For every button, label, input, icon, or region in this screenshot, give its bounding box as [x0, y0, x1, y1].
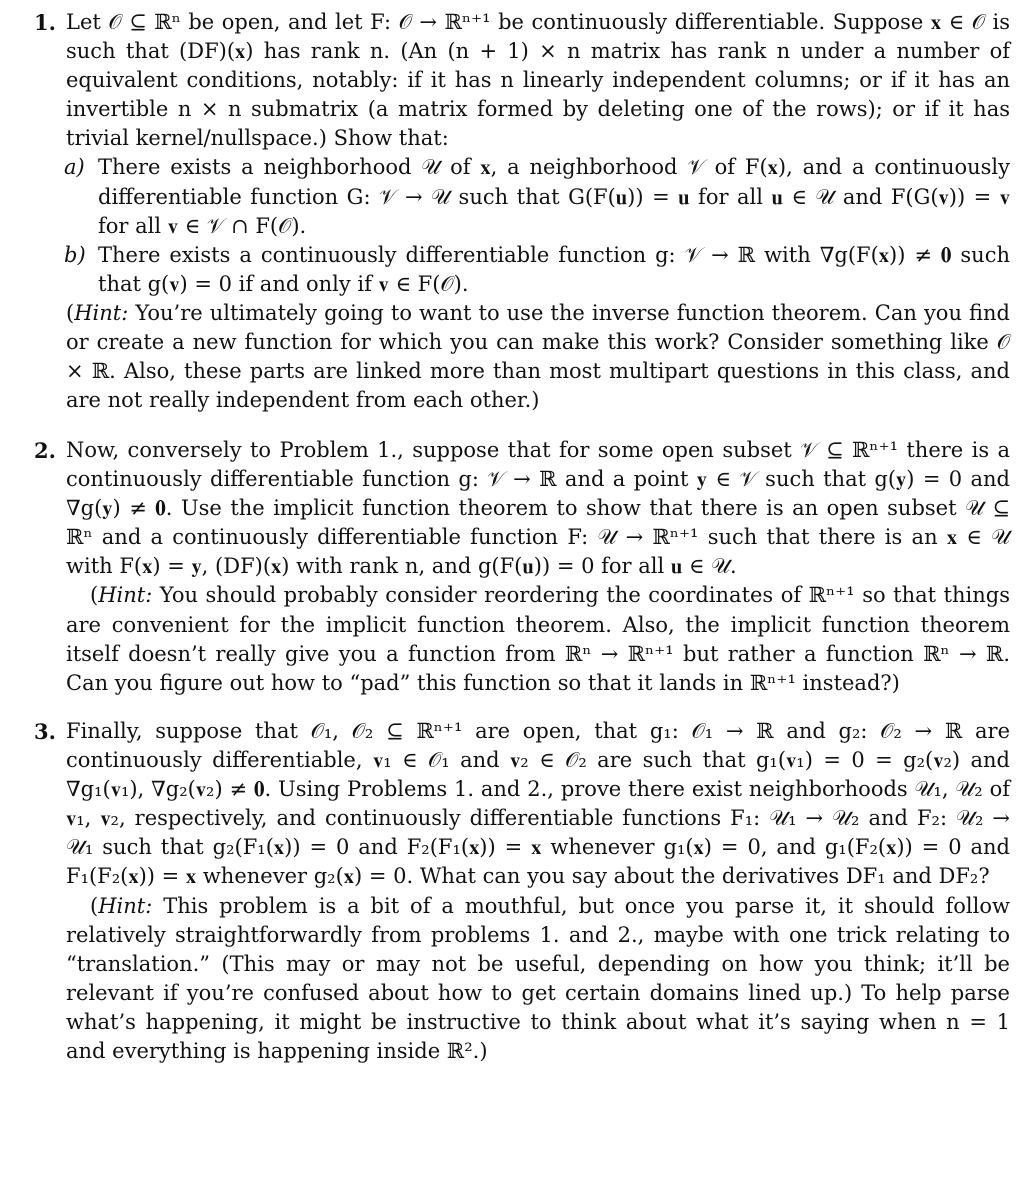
- problem-statement: Finally, suppose that 𝒪₁, 𝒪₂ ⊆ ℝⁿ⁺¹ are open, that g₁: 𝒪₁ → ℝ and g₂: 𝒪₂ → ℝ are continuously differentiable, 𝐯₁ ∈ 𝒪₁ and 𝐯₂ ∈ 𝒪₂ are such that g₁(𝐯₁) = 0 = g₂(𝐯₂) and ∇g₁(𝐯₁), ∇g₂(𝐯₂) ≠ 𝟎. Using Problems 1. and 2., prove there exist neighborhoods 𝒰₁, 𝒰₂ of 𝐯₁, 𝐯₂, respectively, and continuously differentiable functions F₁: 𝒰₁ → 𝒰₂ and F₂: 𝒰₂ → 𝒰₁ such that g₂(F₁(𝐱)) = 0 and F₂(F₁(𝐱)) = 𝐱 whenever g₁(𝐱) = 0, and g₁(F₂(𝐱)) = 0 and F₁(F₂(𝐱)) = 𝐱 whenever g₂(𝐱) = 0. What can you say about the derivatives DF₁ and DF₂?: [66, 719, 1010, 889]
- problem-1: [34, 8, 1010, 415]
- problem-number: 2.: [34, 438, 56, 463]
- hint-text: You’re ultimately going to want to use the inverse function theorem. Can you find or create a new function for which you can make this work? Consider something like 𝒪 × ℝ. Also, these parts are linked more than most multipart questions in this class, and are not really independent from each other.): [66, 300, 1010, 413]
- hint-label: Hint:: [98, 893, 153, 918]
- part-text: There exists a neighborhood 𝒰 of 𝐱, a neighborhood 𝒱 of F(𝐱), and a continuously differentiable function G: 𝒱 → 𝒰 such that G(F(𝐮)) = 𝐮 for all 𝐮 ∈ 𝒰 and F(G(𝐯)) = 𝐯 for all 𝐯 ∈ 𝒱 ∩ F(𝒪).: [98, 155, 1010, 238]
- part-a: [64, 153, 1010, 240]
- hint-text: This problem is a bit of a mouthful, but once you parse it, it should follow relatively straightforwardly from problems 1. and 2., maybe with one trick relating to “translation.” (This may or may not be useful, depending on how you think; it’ll be relevant if you’re confused about how to get certain domains lined up.) To help parse what’s happening, it might be instructive to think about what it’s saying when n = 1 and everything is happening inside ℝ².): [66, 893, 1010, 1064]
- part-label: b): [64, 242, 86, 267]
- problem-statement: Now, conversely to Problem 1., suppose that for some open subset 𝒱 ⊆ ℝⁿ⁺¹ there is a continuously differentiable function g: 𝒱 → ℝ and a point 𝐲 ∈ 𝒱 such that g(𝐲) = 0 and ∇g(𝐲) ≠ 𝟎. Use the implicit function theorem to show that there is an open subset 𝒰 ⊆ ℝⁿ and a continuously differentiable function F: 𝒰 → ℝⁿ⁺¹ such that there is an 𝐱 ∈ 𝒰 with F(𝐱) = 𝐲, (DF)(𝐱) with rank n, and g(F(𝐮)) = 0 for all 𝐮 ∈ 𝒰.: [66, 438, 1010, 579]
- hint: (Hint: This problem is a bit of a mouthful, but once you parse it, it should follow relatively straightforwardly from problems 1. and 2., maybe with one trick relating to “translation.” (This may or may not be useful, depending on how you think; it’ll be relevant if you’re confused about how to get certain domains lined up.) To help parse what’s happening, it might be instructive to think about what it’s saying when n = 1 and everything is happening inside ℝ².): [66, 893, 1010, 1064]
- part-label: a): [64, 155, 85, 180]
- hint-label: Hint:: [98, 583, 153, 608]
- part-text: There exists a continuously differentiable function g: 𝒱 → ℝ with ∇g(F(𝐱)) ≠ 𝟎 such that g(𝐯) = 0 if and only if 𝐯 ∈ F(𝒪).: [98, 242, 1010, 296]
- problem-3: [34, 717, 1010, 1066]
- part-b: [64, 241, 1010, 299]
- problem-number: 1.: [34, 10, 56, 35]
- problem-statement: Let 𝒪 ⊆ ℝⁿ be open, and let F: 𝒪 → ℝⁿ⁺¹ be continuously differentiable. Suppose 𝐱 ∈ 𝒪 is such that (DF)(𝐱) has rank n. (An (n + 1) × n matrix has rank n under a number of equivalent conditions, notably: if it has n linearly independent columns; or if it has an invertible n × n submatrix (a matrix formed by deleting one of the rows); or if it has trivial kernel/nullspace.) Show that:: [66, 10, 1010, 151]
- problem-2: [34, 436, 1010, 698]
- problem-number: 3.: [34, 719, 56, 744]
- hint-text: You should probably consider reordering the coordinates of ℝⁿ⁺¹ so that things are convenient for the implicit function theorem. Also, the implicit function theorem itself doesn’t really give you a function from ℝⁿ → ℝⁿ⁺¹ but rather a function ℝⁿ → ℝ. Can you figure out how to “pad” this function so that it lands in ℝⁿ⁺¹ instead?): [66, 583, 1010, 695]
- hint-label: Hint:: [74, 300, 129, 325]
- hint: (Hint: You should probably consider reordering the coordinates of ℝⁿ⁺¹ so that things are convenient for the implicit function theorem. Also, the implicit function theorem itself doesn’t really give you a function from ℝⁿ → ℝⁿ⁺¹ but rather a function ℝⁿ → ℝ. Can you figure out how to “pad” this function so that it lands in ℝⁿ⁺¹ instead?): [66, 583, 1010, 695]
- hint: (Hint: You’re ultimately going to want to use the inverse function theorem. Can you find or create a new function for which you can make this work? Consider something like 𝒪 × ℝ. Also, these parts are linked more than most multipart questions in this class, and are not really independent from each other.): [66, 300, 1010, 413]
